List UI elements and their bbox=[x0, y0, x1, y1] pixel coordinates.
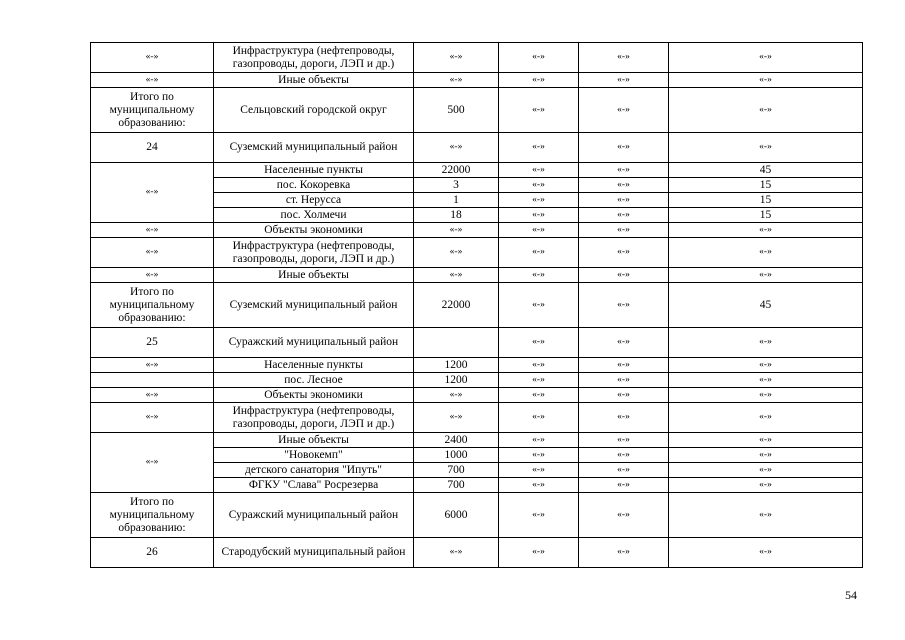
data-table bbox=[90, 42, 863, 568]
ditto-cell: «-» bbox=[579, 358, 669, 373]
ditto-cell: «-» bbox=[669, 73, 863, 88]
table-row bbox=[91, 433, 863, 448]
ditto-cell: «-» bbox=[579, 433, 669, 448]
ditto-cell: «-» bbox=[414, 133, 499, 163]
ditto-cell: «-» bbox=[499, 73, 579, 88]
table-row bbox=[91, 358, 863, 373]
ditto-cell: «-» bbox=[579, 223, 669, 238]
ditto-cell: «-» bbox=[499, 283, 579, 328]
ditto-cell: «-» bbox=[414, 388, 499, 403]
object-cell: Сельцовский городской округ bbox=[214, 88, 414, 133]
ditto-cell: «-» bbox=[669, 448, 863, 463]
object-cell: пос. Кокоревка bbox=[214, 178, 414, 193]
ditto-cell: «-» bbox=[499, 373, 579, 388]
ditto-cell: «-» bbox=[91, 73, 214, 88]
ditto-cell: «-» bbox=[499, 223, 579, 238]
object-cell: "Новокемп" bbox=[214, 448, 414, 463]
ditto-cell: «-» bbox=[579, 493, 669, 538]
object-cell: Суражский муниципальный район bbox=[214, 493, 414, 538]
object-cell: Объекты экономики bbox=[214, 223, 414, 238]
table-row bbox=[91, 388, 863, 403]
ditto-cell: «-» bbox=[669, 238, 863, 268]
ditto-cell: «-» bbox=[669, 388, 863, 403]
row-number-cell: 25 bbox=[91, 328, 214, 358]
table-row bbox=[91, 268, 863, 283]
table-row bbox=[91, 328, 863, 358]
ditto-cell: «-» bbox=[579, 193, 669, 208]
ditto-cell: «-» bbox=[91, 403, 214, 433]
value-cell: 1 bbox=[414, 193, 499, 208]
table-row bbox=[91, 373, 863, 388]
table-row bbox=[91, 163, 863, 178]
ditto-cell: «-» bbox=[499, 88, 579, 133]
ditto-cell: «-» bbox=[91, 238, 214, 268]
empty-cell bbox=[91, 373, 214, 388]
ditto-cell: «-» bbox=[414, 73, 499, 88]
ditto-cell: «-» bbox=[579, 403, 669, 433]
empty-cell bbox=[414, 328, 499, 358]
object-cell: Суземский муниципальный район bbox=[214, 283, 414, 328]
ditto-cell: «-» bbox=[669, 463, 863, 478]
object-cell: Стародубский муниципальный район bbox=[214, 538, 414, 568]
object-cell: пос. Холмечи bbox=[214, 208, 414, 223]
ditto-cell: «-» bbox=[579, 448, 669, 463]
value-cell: 45 bbox=[669, 283, 863, 328]
ditto-cell: «-» bbox=[579, 373, 669, 388]
table-row bbox=[91, 403, 863, 433]
ditto-cell: «-» bbox=[669, 538, 863, 568]
value-cell: 22000 bbox=[414, 283, 499, 328]
table-row bbox=[91, 223, 863, 238]
value-cell: 500 bbox=[414, 88, 499, 133]
object-cell: Суражский муниципальный район bbox=[214, 328, 414, 358]
table-row bbox=[91, 538, 863, 568]
ditto-cell: «-» bbox=[579, 178, 669, 193]
ditto-cell: «-» bbox=[499, 238, 579, 268]
ditto-cell: «-» bbox=[414, 43, 499, 73]
value-cell: 15 bbox=[669, 208, 863, 223]
ditto-cell: «-» bbox=[669, 328, 863, 358]
ditto-cell: «-» bbox=[414, 238, 499, 268]
ditto-cell: «-» bbox=[499, 463, 579, 478]
table-row bbox=[91, 43, 863, 73]
page-number: 54 bbox=[845, 588, 857, 602]
total-label-cell: Итого по муниципальному образованию: bbox=[91, 88, 214, 133]
object-cell: Иные объекты bbox=[214, 268, 414, 283]
ditto-cell: «-» bbox=[499, 538, 579, 568]
table-row bbox=[91, 238, 863, 268]
value-cell: 1200 bbox=[414, 373, 499, 388]
row-number-cell: 24 bbox=[91, 133, 214, 163]
ditto-cell: «-» bbox=[669, 358, 863, 373]
ditto-cell: «-» bbox=[499, 433, 579, 448]
ditto-cell: «-» bbox=[499, 328, 579, 358]
ditto-cell: «-» bbox=[669, 373, 863, 388]
total-label-cell: Итого по муниципальному образованию: bbox=[91, 493, 214, 538]
value-cell: 2400 bbox=[414, 433, 499, 448]
ditto-cell: «-» bbox=[669, 493, 863, 538]
value-cell: 15 bbox=[669, 193, 863, 208]
object-cell: Суземский муниципальный район bbox=[214, 133, 414, 163]
ditto-cell: «-» bbox=[579, 268, 669, 283]
object-cell: пос. Лесное bbox=[214, 373, 414, 388]
ditto-cell: «-» bbox=[91, 43, 214, 73]
ditto-cell: «-» bbox=[669, 43, 863, 73]
table-row bbox=[91, 283, 863, 328]
object-cell: Населенные пункты bbox=[214, 163, 414, 178]
ditto-cell: «-» bbox=[414, 223, 499, 238]
ditto-cell: «-» bbox=[499, 43, 579, 73]
ditto-cell: «-» bbox=[499, 478, 579, 493]
table-row bbox=[91, 88, 863, 133]
value-cell: 700 bbox=[414, 478, 499, 493]
ditto-cell: «-» bbox=[91, 388, 214, 403]
ditto-cell: «-» bbox=[414, 403, 499, 433]
value-cell: 22000 bbox=[414, 163, 499, 178]
ditto-cell: «-» bbox=[579, 238, 669, 268]
value-cell: 1200 bbox=[414, 358, 499, 373]
ditto-cell: «-» bbox=[579, 538, 669, 568]
table-row bbox=[91, 133, 863, 163]
ditto-cell: «-» bbox=[91, 268, 214, 283]
ditto-cell: «-» bbox=[91, 358, 214, 373]
object-cell: детского санатория "Ипуть" bbox=[214, 463, 414, 478]
object-cell: Инфраструктура (нефтепроводы, газопроводы, дороги, ЛЭП и др.) bbox=[214, 43, 414, 73]
ditto-cell: «-» bbox=[499, 448, 579, 463]
ditto-cell: «-» bbox=[499, 388, 579, 403]
object-cell: ст. Нерусса bbox=[214, 193, 414, 208]
value-cell: 15 bbox=[669, 178, 863, 193]
ditto-cell: «-» bbox=[414, 538, 499, 568]
object-cell: Инфраструктура (нефтепроводы, газопроводы, дороги, ЛЭП и др.) bbox=[214, 238, 414, 268]
row-number-cell: 26 bbox=[91, 538, 214, 568]
ditto-cell: «-» bbox=[499, 193, 579, 208]
ditto-cell: «-» bbox=[499, 403, 579, 433]
ditto-cell: «-» bbox=[669, 478, 863, 493]
object-cell: Объекты экономики bbox=[214, 388, 414, 403]
ditto-cell: «-» bbox=[579, 208, 669, 223]
ditto-cell: «-» bbox=[91, 223, 214, 238]
total-label-cell: Итого по муниципальному образованию: bbox=[91, 283, 214, 328]
ditto-cell: «-» bbox=[669, 133, 863, 163]
ditto-cell: «-» bbox=[499, 358, 579, 373]
ditto-cell: «-» bbox=[579, 73, 669, 88]
object-cell: ФГКУ "Слава" Росрезерва bbox=[214, 478, 414, 493]
value-cell: 1000 bbox=[414, 448, 499, 463]
object-cell: Иные объекты bbox=[214, 73, 414, 88]
value-cell: 700 bbox=[414, 463, 499, 478]
ditto-cell: «-» bbox=[499, 178, 579, 193]
ditto-cell: «-» bbox=[499, 493, 579, 538]
object-cell: Населенные пункты bbox=[214, 358, 414, 373]
ditto-cell: «-» bbox=[669, 403, 863, 433]
table-row bbox=[91, 73, 863, 88]
ditto-cell: «-» bbox=[499, 163, 579, 178]
object-cell: Иные объекты bbox=[214, 433, 414, 448]
value-cell: 3 bbox=[414, 178, 499, 193]
ditto-cell: «-» bbox=[579, 478, 669, 493]
value-cell: 45 bbox=[669, 163, 863, 178]
ditto-cell: «-» bbox=[669, 88, 863, 133]
ditto-cell: «-» bbox=[669, 433, 863, 448]
ditto-cell: «-» bbox=[579, 163, 669, 178]
ditto-cell: «-» bbox=[579, 283, 669, 328]
ditto-cell: «-» bbox=[499, 268, 579, 283]
ditto-cell: «-» bbox=[579, 133, 669, 163]
ditto-cell: «-» bbox=[579, 388, 669, 403]
ditto-cell: «-» bbox=[579, 43, 669, 73]
table-row bbox=[91, 493, 863, 538]
ditto-cell: «-» bbox=[91, 433, 214, 493]
ditto-cell: «-» bbox=[414, 268, 499, 283]
value-cell: 6000 bbox=[414, 493, 499, 538]
ditto-cell: «-» bbox=[499, 133, 579, 163]
ditto-cell: «-» bbox=[579, 463, 669, 478]
ditto-cell: «-» bbox=[579, 88, 669, 133]
value-cell: 18 bbox=[414, 208, 499, 223]
object-cell: Инфраструктура (нефтепроводы, газопроводы, дороги, ЛЭП и др.) bbox=[214, 403, 414, 433]
ditto-cell: «-» bbox=[669, 223, 863, 238]
ditto-cell: «-» bbox=[91, 163, 214, 223]
ditto-cell: «-» bbox=[579, 328, 669, 358]
ditto-cell: «-» bbox=[669, 268, 863, 283]
ditto-cell: «-» bbox=[499, 208, 579, 223]
